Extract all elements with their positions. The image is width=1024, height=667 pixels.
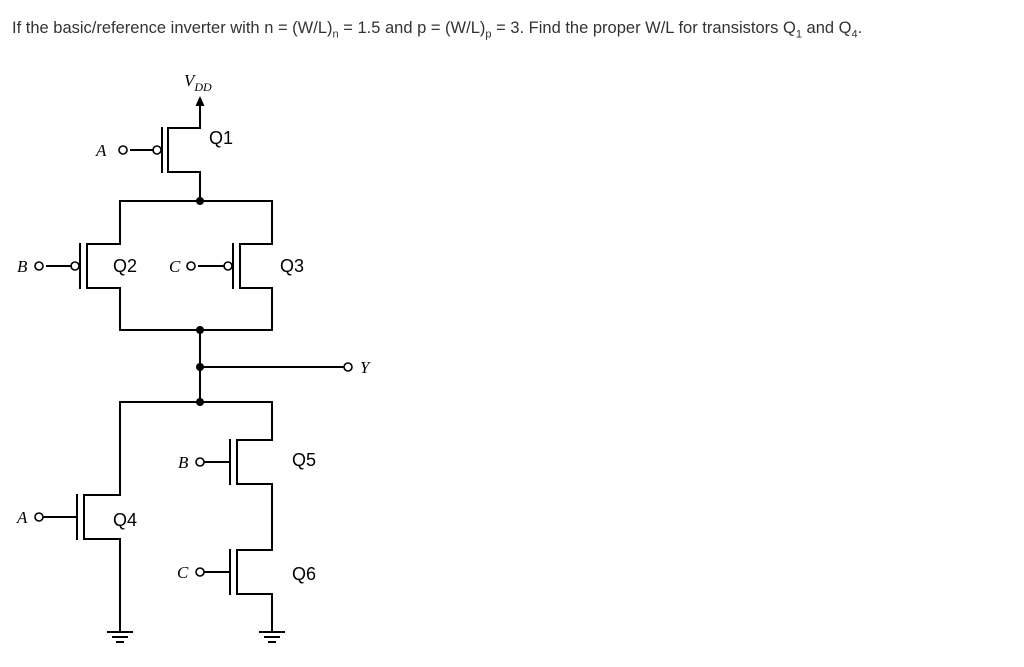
output-terminal (344, 363, 352, 371)
q2-input-label: B (17, 257, 28, 276)
transistor-q6 (177, 550, 316, 632)
q4-input-terminal (35, 513, 43, 521)
transistor-q4 (16, 402, 137, 632)
q6-input-label: C (177, 563, 189, 582)
vdd-sub: DD (194, 80, 212, 94)
question-part5: . (857, 19, 863, 37)
question-part3: = 3. Find the proper W/L for transistors Q (491, 19, 796, 37)
q2-label: Q2 (113, 256, 138, 276)
q2-input-terminal (35, 262, 43, 270)
q5-channel (237, 402, 272, 550)
q3-channel (240, 201, 272, 330)
transistor-q5 (178, 402, 316, 550)
question-part2: = 1.5 and p = (W/L) (338, 19, 486, 37)
q1-input-label: A (96, 141, 107, 160)
q3-input-label: C (169, 257, 181, 276)
q6-channel (237, 550, 272, 632)
q1-label: Q1 (209, 128, 234, 148)
transistor-q1 (95, 128, 233, 201)
q1-gate-bubble (153, 146, 161, 154)
q5-label: Q5 (292, 450, 317, 470)
q1-channel (168, 128, 200, 201)
vdd-label (184, 71, 212, 94)
output-node (120, 330, 371, 406)
q4-input-label: A (17, 508, 28, 527)
question-part4: and Q (801, 19, 852, 37)
q6-label: Q6 (292, 564, 317, 584)
q3-label: Q3 (280, 256, 305, 276)
pmos-parallel-network (120, 197, 272, 334)
q5-input-terminal (196, 458, 204, 466)
question-sub-p: p (485, 28, 492, 41)
vdd-supply (184, 71, 212, 128)
vdd-arrow (196, 96, 205, 106)
vdd-main: V (184, 71, 195, 90)
question-sub-n: n (332, 28, 339, 41)
q1-input-terminal (119, 146, 127, 154)
transistor-q2 (17, 201, 137, 330)
ground-icon (108, 632, 132, 642)
question-part1: If the basic/reference inverter with n = (W/L) (12, 19, 333, 37)
q5-input-label: B (178, 453, 189, 472)
q6-input-terminal (196, 568, 204, 576)
q3-gate-bubble (224, 262, 232, 270)
q4-label: Q4 (113, 510, 138, 530)
question-sub-4: 4 (851, 28, 858, 41)
transistor-q3 (169, 201, 304, 330)
q3-input-terminal (187, 262, 195, 270)
output-label: Y (360, 358, 370, 377)
question-sub-1: 1 (795, 28, 802, 41)
q2-gate-bubble (71, 262, 79, 270)
ground-icon (260, 632, 284, 642)
